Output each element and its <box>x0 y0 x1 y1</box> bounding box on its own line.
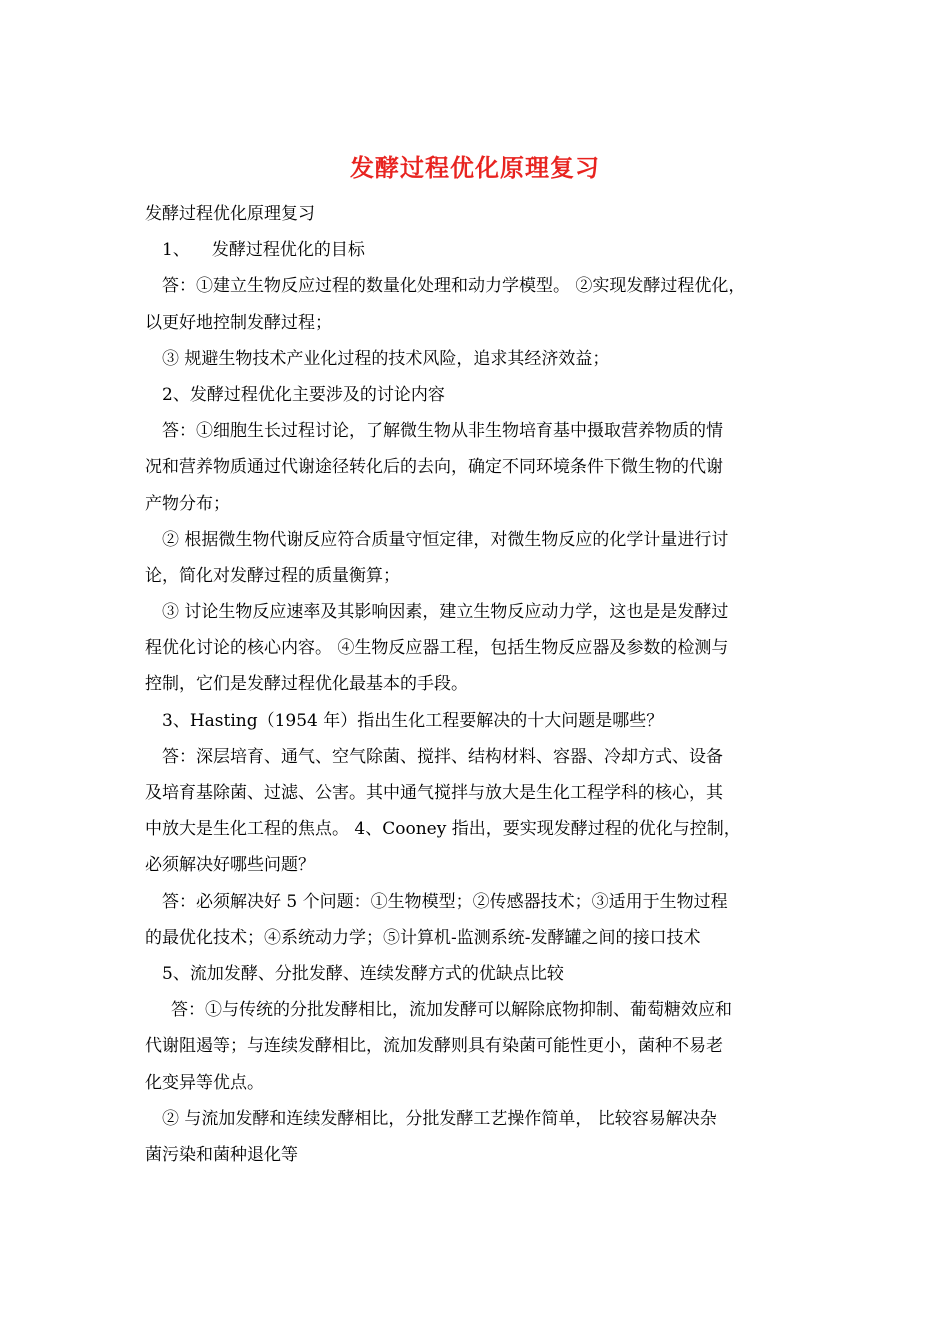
answer-line: 化变异等优点。 <box>145 1072 264 1093</box>
question-1-heading <box>145 232 817 268</box>
answer-line: 控制，它们是发酵过程优化最基本的手段。 <box>145 674 468 695</box>
question-3-heading: 3、Hasting（1954 年）指出生化工程要解决的十大问题是哪些？ <box>162 710 664 731</box>
answer-line: 中放大是生化工程的焦点。 4、Cooney 指出，要实现发酵过程的优化与控制， <box>145 819 741 840</box>
answer-line: ③ 讨论生物反应速率及其影响因素，建立生物反应动力学，这也是是发酵过 <box>162 602 729 623</box>
answer-line: ② 与流加发酵和连续发酵相比，分批发酵工艺操作简单， 比较容易解决杂 <box>162 1108 717 1129</box>
answer-line: 论，简化对发酵过程的质量衡算； <box>145 565 400 586</box>
answer-line: 的最优化技术；④系统动力学；⑤计算机-监测系统-发酵罐之间的接口技术 <box>145 927 701 948</box>
answer-line: 以更好地控制发酵过程； <box>145 312 332 333</box>
answer-line: 答：①建立生物反应过程的数量化处理和动力学模型。 ②实现发酵过程优化， <box>162 276 746 297</box>
answer-line: ③ 规避生物技术产业化过程的技术风险，追求其经济效益； <box>162 348 610 369</box>
answer-line: ② 根据微生物代谢反应符合质量守恒定律，对微生物反应的化学计量进行讨 <box>162 529 729 550</box>
question-2-heading: 2、发酵过程优化主要涉及的讨论内容 <box>162 384 445 405</box>
answer-line: 及培育基除菌、过滤、公害。其中通气搅拌与放大是生化工程学科的核心，其 <box>145 783 723 803</box>
answer-line: 菌污染和菌种退化等 <box>145 1144 298 1165</box>
answer-line: 况和营养物质通过代谢途径转化后的去向，确定不同环境条件下微生物的代谢 <box>145 457 723 478</box>
answer-line: 产物分布； <box>145 493 230 514</box>
answer-line: 答：必须解决好 5 个问题：①生物模型；②传感器技术；③适用于生物过程 <box>162 891 728 912</box>
answer-line: 答：深层培育、通气、空气除菌、搅拌、结构材料、容器、冷却方式、设备 <box>162 746 723 767</box>
subtitle-line: 发酵过程优化原理复习 <box>145 204 315 224</box>
answer-line: 程优化讨论的核心内容。 ④生物反应器工程，包括生物反应器及参数的检测与 <box>145 638 729 659</box>
document-body <box>145 196 817 1173</box>
answer-line: 代谢阻遏等；与连续发酵相比，流加发酵则具有染菌可能性更小，菌种不易老 <box>145 1036 723 1057</box>
answer-line: 答：①细胞生长过程讨论，了解微生物从非生物培育基中摄取营养物质的情 <box>162 421 723 442</box>
answer-line: 答：①与传统的分批发酵相比，流加发酵可以解除底物抑制、葡萄糖效应和 <box>171 1000 732 1021</box>
question-1-number: 1、 <box>162 240 190 261</box>
answer-line: 必须解决好哪些问题？ <box>145 855 315 876</box>
document-title: 发酵过程优化原理复习 <box>350 153 600 182</box>
question-1-text: 发酵过程优化的目标 <box>211 240 365 261</box>
question-5-heading: 5、流加发酵、分批发酵、连续发酵方式的优缺点比较 <box>162 963 564 984</box>
